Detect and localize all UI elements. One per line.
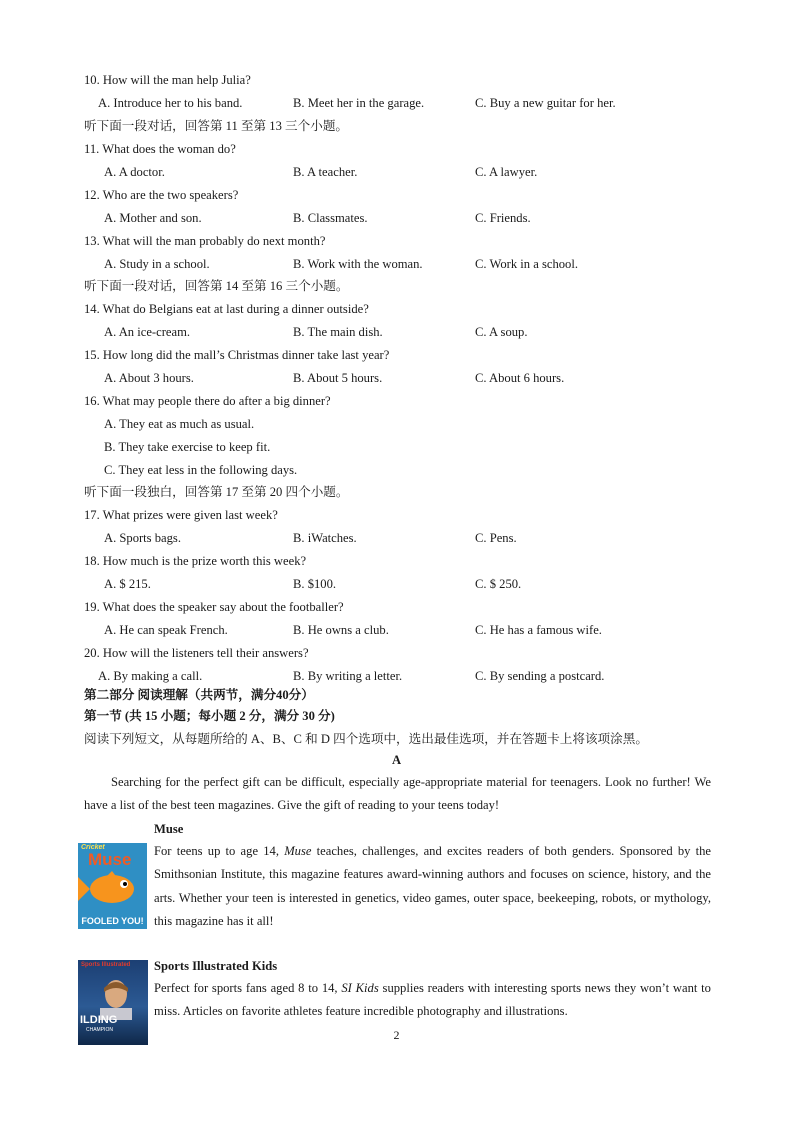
fish-icon [78, 869, 147, 911]
instruction-17-20: 听下面一段独白，回答第 17 至第 20 四个小题。 [84, 485, 349, 499]
option-c: C. They eat less in the following days. [104, 463, 298, 477]
option-c: C. Pens. [475, 531, 517, 545]
option-a: A. Mother and son. [104, 211, 202, 225]
option-c: C. By sending a postcard. [475, 669, 605, 683]
passage-label: A [391, 753, 402, 767]
option-b: B. The main dish. [293, 325, 383, 339]
question-text: 20. How will the listeners tell their answers? [84, 646, 309, 660]
question-text: 19. What does the speaker say about the footballer? [84, 600, 344, 614]
cover-sub: CHAMPION [86, 1027, 113, 1033]
cover-word: ILDING [80, 1014, 118, 1026]
option-b: B. By writing a letter. [293, 669, 403, 683]
desc-italic: SI Kids [341, 981, 379, 995]
instruction-14-16: 听下面一段对话，回答第 14 至第 16 三个小题。 [84, 279, 349, 293]
muse-cover-image [78, 843, 147, 929]
option-a: A. He can speak French. [104, 623, 228, 637]
option-a: A. Study in a school. [104, 257, 210, 271]
cover-title: Sports Illustrated [81, 962, 131, 968]
desc-text: Perfect for sports fans aged 8 to 14, [154, 981, 342, 995]
option-a: A. By making a call. [98, 669, 203, 683]
question-text: 16. What may people there do after a big dinner? [84, 394, 331, 408]
option-a: A. Sports bags. [104, 531, 181, 545]
question-text: 14. What do Belgians eat at last during a dinner outside? [84, 302, 369, 316]
option-b: B. About 5 hours. [293, 371, 383, 385]
option-b: B. A teacher. [293, 165, 358, 179]
desc-text: For teens up to age 14, [154, 844, 285, 858]
section1-heading: 第一节 (共 15 小题；每小题 2 分，满分 30 分) [84, 709, 335, 723]
option-c: C. He has a famous wife. [475, 623, 602, 637]
question-text: 15. How long did the mall’s Christmas dinner take last year? [84, 348, 390, 362]
option-c: C. $ 250. [475, 577, 522, 591]
option-a: A. They eat as much as usual. [104, 417, 255, 431]
option-b: B. Work with the woman. [293, 257, 423, 271]
desc-italic: Muse [284, 844, 312, 858]
page-number: 2 [393, 1028, 400, 1042]
option-b: B. He owns a club. [293, 623, 389, 637]
option-c: C. Buy a new guitar for her. [475, 96, 616, 110]
instruction-11-13: 听下面一段对话，回答第 11 至第 13 三个小题。 [84, 119, 349, 133]
cover-title: Muse [88, 850, 132, 869]
magazine-title-muse: Muse [154, 822, 184, 836]
question-text: 12. Who are the two speakers? [84, 188, 239, 202]
question-text: 18. How much is the prize worth this week? [84, 554, 307, 568]
desc-text: supplies readers with interesting sports news they won’t want to miss. Articles on favorite athletes feature incredible photography and illustrations. [154, 981, 711, 1019]
option-a: A. A doctor. [104, 165, 165, 179]
option-c: C. About 6 hours. [475, 371, 565, 385]
magazine-desc-muse [154, 840, 711, 933]
option-b: B. Classmates. [293, 211, 368, 225]
passage-intro: Searching for the perfect gift can be difficult, especially age-appropriate material for teenagers. Look no further! We have a list of the best teen magazines. Give the gift of reading to your teens today! [84, 775, 711, 812]
option-a: A. $ 215. [104, 577, 151, 591]
option-c: C. Work in a school. [475, 257, 578, 271]
cover-tagline: FOOLED YOU! [81, 916, 144, 926]
option-b: B. iWatches. [293, 531, 357, 545]
option-b: B. $100. [293, 577, 337, 591]
option-b: B. Meet her in the garage. [293, 96, 425, 110]
option-c: C. Friends. [475, 211, 531, 225]
option-a: A. An ice-cream. [104, 325, 191, 339]
desc-text: teaches, challenges, and excites readers of both genders. Sponsored by the Smithsonian Institute, this magazine features award-winning authors and focuses on science, history, and the arts. Whether your teen is interested in genetics, video games, outer space, beekeeping, robots, or mythology, this magazine has it all! [154, 844, 712, 928]
question-text: 10. How will the man help Julia? [84, 73, 251, 87]
question-text: 17. What prizes were given last week? [84, 508, 278, 522]
option-c: C. A soup. [475, 325, 528, 339]
option-a: A. About 3 hours. [104, 371, 194, 385]
option-c: C. A lawyer. [475, 165, 538, 179]
question-text: 11. What does the woman do? [84, 142, 236, 156]
magazine-title-si-kids: Sports Illustrated Kids [154, 959, 278, 973]
magazine-desc-si-kids [154, 977, 711, 1024]
question-text: 13. What will the man probably do next month? [84, 234, 326, 248]
cover-brand: Cricket [81, 844, 105, 851]
option-a: A. Introduce her to his band. [98, 96, 243, 110]
part2-heading: 第二部分 阅读理解（共两节，满分40分） [84, 688, 314, 702]
option-b: B. They take exercise to keep fit. [104, 440, 271, 454]
reading-directions: 阅读下列短文，从每题所给的 A、B、C 和 D 四个选项中，选出最佳选项，并在答题卡上将该项涂黑。 [84, 732, 648, 746]
